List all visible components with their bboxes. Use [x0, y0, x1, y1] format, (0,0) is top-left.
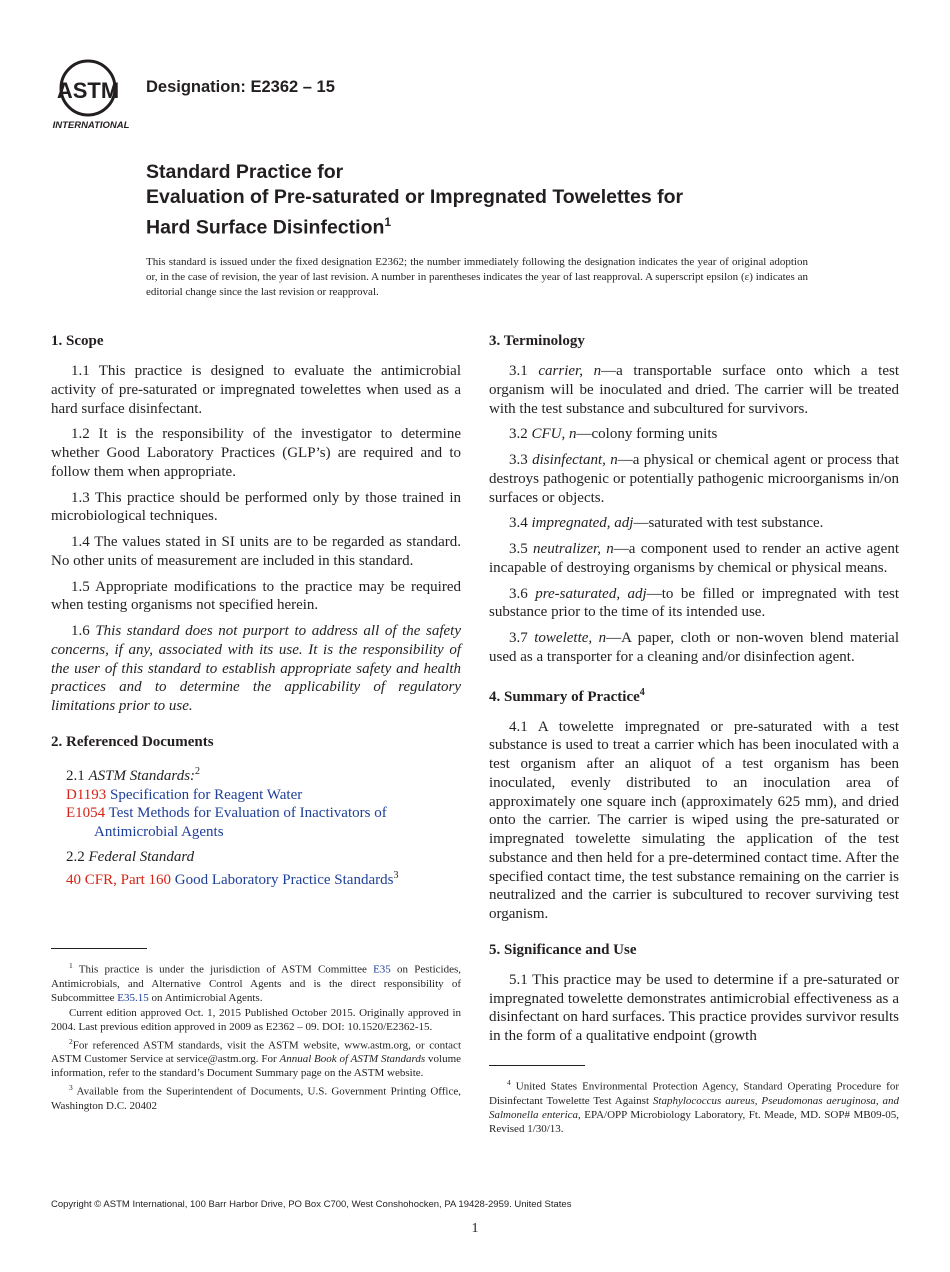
section-heading-significance: 5. Significance and Use [489, 941, 637, 958]
paragraph-1-6-number: 1.6 [71, 623, 90, 639]
paragraph-1-1: 1.1 This practice is designed to evaluate the antimicrobial activity of pre-saturated or impregnated towelettes when used as a hard surface disinfectant. [51, 363, 461, 417]
footnote-1-edition: Current edition approved Oct. 1, 2015 Published October 2015. Originally approved in 2004. Last previous edition approved in 2009 as E2362 – 09. DOI: 10.1520/E2362-15. [51, 1006, 461, 1033]
title-line-1: Standard Practice for [146, 161, 344, 183]
federal-standard-subheading: 2.2 Federal Standard [66, 848, 195, 865]
title-line-3-text: Hard Surface Disinfection [146, 216, 385, 239]
footnote-divider-right [489, 1065, 585, 1066]
section-heading-referenced: 2. Referenced Documents [51, 733, 214, 750]
page-number: 1 [471, 1221, 479, 1236]
reference-code-link[interactable]: E1054 [66, 805, 106, 822]
definition-cfu: 3.2 CFU, n—colony forming units [509, 426, 718, 443]
paragraph-4-1: 4.1 A towelette impregnated or pre-saturated with a test substance is used to treat a carrier which has been inoculated with a test organism after an aliquot of a test organism has been inoculated, evenly distributed to an inoculation area of approximately one square inch (approximately 625 mm), and dried onto the carrier. The carrier is wiped using the pre-saturated or impregnated towelette simulating the application of the test substance and then held for a pre-determined contact time. After the specified contact time, the test substance remaining on the carrier is neutralized and the carrier is subcultured to recover surviving test organism. [489, 718, 899, 922]
designation: Designation: E2362 – 15 [146, 78, 335, 96]
reference-code-link[interactable]: 40 CFR, Part 160 [66, 871, 172, 888]
right-column [489, 332, 899, 1053]
astm-standards-subheading: 2.1 ASTM Standards:$^2$ [66, 765, 201, 784]
footnote-2: $^2$For referenced ASTM standards, visit the ASTM website, www.astm.org, or contact ASTM Customer Service at service@astm.org. For Annual Book of ASTM Standards volume information, refer to the standard’s Document Summary page on the ASTM website. [51, 1036, 462, 1080]
reference-e1054[interactable] [51, 804, 461, 842]
section-heading-terminology: 3. Terminology [489, 333, 585, 349]
reference-code-link[interactable]: D1193 [66, 786, 107, 803]
footnote-4: $^4$ United States Environmental Protection Agency, Standard Operating Procedure for Disinfectant Towelette Test Against Staphylococcus aureus, Pseudomonas aeruginosa, and Salmonella enterica, EPA/OPP Microbiology Laboratory, Ft. Meade, MD. SOP# MB09-05, Revised 1/30/13. [489, 1078, 900, 1135]
paragraph-5-1: 5.1 This practice may be used to determine if a pre-saturated or impregnated towelette demonstrates antimicrobial effectiveness as a disinfectant on hard surfaces. This practice provides survivor results in the form of a qualitative endpoint (growth [489, 971, 899, 1044]
section-heading-scope: 1. Scope [51, 333, 104, 349]
footnote-3: $^3$ Available from the Superintendent of Documents, U.S. Government Printing Office, Washington D.C. 20402 [51, 1083, 461, 1112]
definition-impregnated: 3.4 impregnated, adj—saturated with test substance. [509, 515, 824, 532]
definition-towelette: 3.7 towelette, n—A paper, cloth or non-woven blend material used as a transporter for a cleaning and/or disinfection agent. [489, 630, 899, 665]
paragraph-1-6-text: This standard does not purport to address all of the safety concerns, if any, associated with its use. It is the responsibility of the user of this standard to establish appropriate safety and health practices and to determine the applicability of regulatory limitations prior to use. [51, 623, 462, 714]
logo-subtext: INTERNATIONAL [52, 120, 130, 131]
title-line-2: Evaluation of Pre-saturated or Impregnated Towelettes for [146, 186, 684, 208]
reference-title-link[interactable]: Specification for Reagent Water [110, 786, 303, 803]
subcommittee-link[interactable]: E35.15 [117, 991, 149, 1004]
reference-d1193[interactable] [51, 786, 461, 805]
paragraph-1-6 [51, 622, 461, 716]
footnotes-left [51, 959, 461, 1114]
reference-title-link[interactable]: Good Laboratory Practice Standards [174, 871, 394, 888]
reference-title-link[interactable]: Test Methods for Evaluation of Inactivators of Antimicrobial Agents [94, 805, 387, 840]
copyright-notice: Copyright © ASTM International, 100 Barr Harbor Drive, PO Box C700, West Conshohocken, PA 19428-2959. United States [51, 1199, 572, 1210]
committee-link[interactable]: E35 [373, 963, 391, 976]
definition-neutralizer: 3.5 neutralizer, n—a component used to render an active agent incapable of destroying organisms by chemical or physical means. [489, 541, 900, 576]
left-column [51, 332, 461, 889]
footnote-divider-left [51, 948, 147, 949]
paragraph-1-4: 1.4 The values stated in SI units are to be regarded as standard. No other units of measurement are included in this standard. [51, 534, 461, 569]
definition-pre-saturated: 3.6 pre-saturated, adj—to be filled or impregnated with test substance prior to the time of its intended use. [489, 585, 900, 621]
reference-40-cfr[interactable]: 40 CFR, Part 160 Good Laboratory Practice Standards$^3$ [66, 869, 399, 888]
paragraph-1-2: 1.2 It is the responsibility of the investigator to determine whether Good Laboratory Practices (GLP’s) are required and to follow them when appropriate. [51, 426, 461, 480]
footnote-1: $^1$ This practice is under the jurisdiction of ASTM Committee E35 on Pesticides, Antimicrobials, and Alternative Control Agents and is the direct responsibility of Subcommittee E35.15 on Antimicrobial Agents. [51, 961, 462, 1004]
paragraph-1-5: 1.5 Appropriate modifications to the practice may be required when testing organisms not specified herein. [51, 578, 461, 614]
section-heading-summary: 4. Summary of Practice$^4$ [489, 686, 645, 705]
logo-text: ASTM [56, 78, 120, 103]
definition-carrier: 3.1 carrier, n—a transportable surface onto which a test organism will be inoculated and dried. The carrier will be treated with the test substance and subcultured for survivors. [489, 363, 899, 417]
title-footnote-mark: 1 [384, 215, 392, 229]
document-title [146, 160, 846, 241]
paragraph-1-3: 1.3 This practice should be performed only by those trained in microbiological techniques. [51, 489, 461, 525]
astm-logo [50, 58, 136, 132]
definition-disinfectant: 3.3 disinfectant, n—a physical or chemical agent or process that destroys pathogenic or potentially pathogenic microorganisms in/on surfaces or objects. [489, 452, 900, 506]
title-line-3 [146, 210, 846, 241]
standard-notice: This standard is issued under the fixed designation E2362; the number immediately following the designation indicates the year of original adoption or, in the case of revision, the year of last revision. A number in parentheses indicates the year of last reapproval. A superscript epsilon (ε) indicates an editorial change since the last revision or reapproval. [146, 256, 808, 298]
footnote-right [489, 1076, 899, 1137]
